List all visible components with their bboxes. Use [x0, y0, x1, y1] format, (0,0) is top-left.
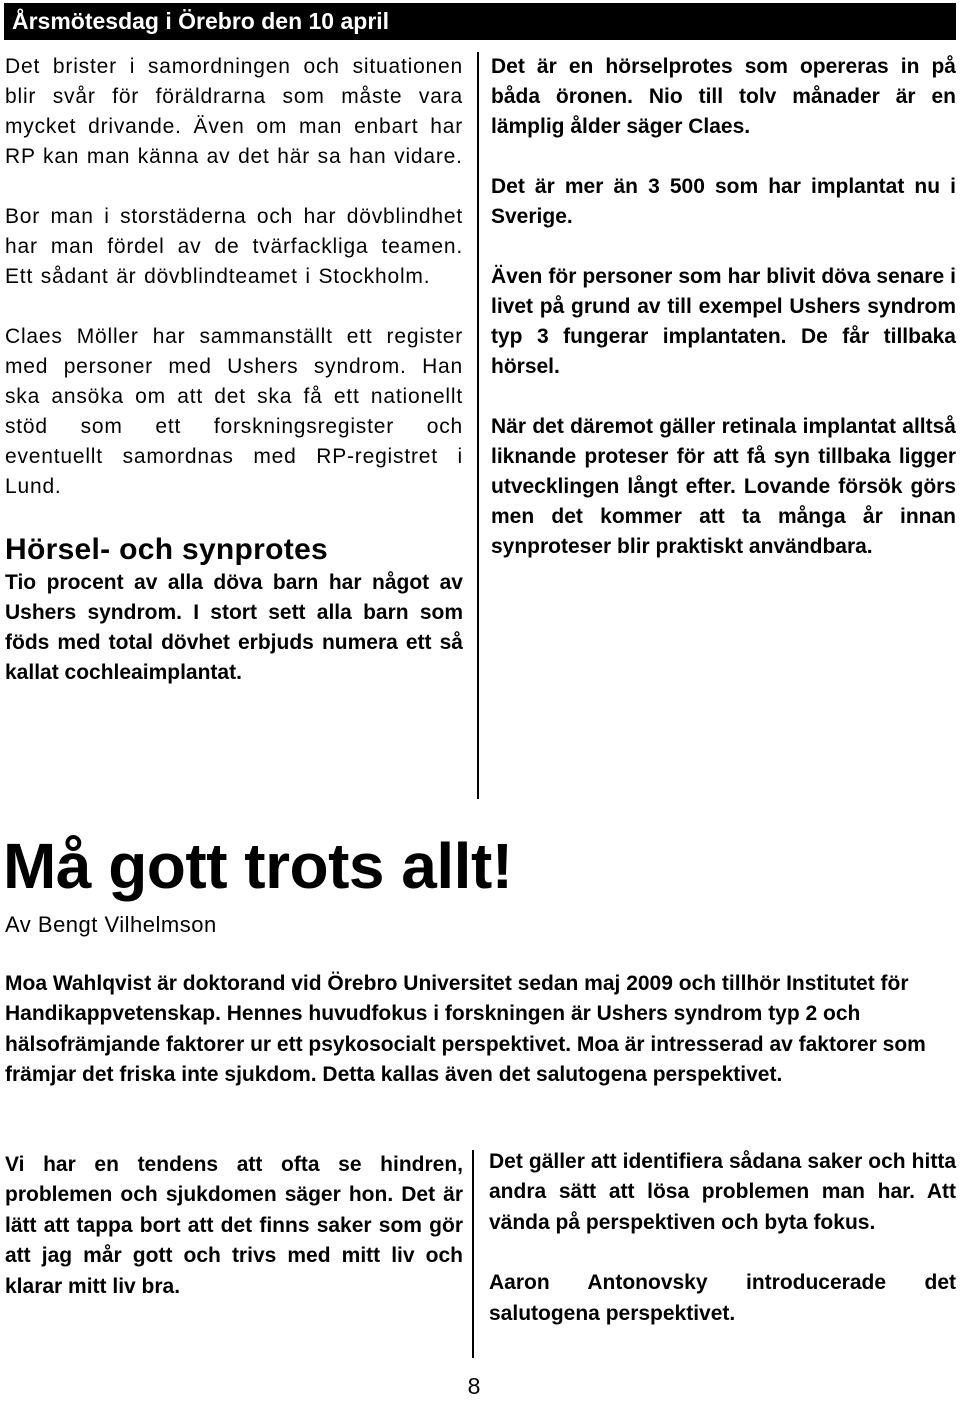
paragraph-horselprotes: Det är en hörselprotes som opereras in på båda öronen. Nio till tolv månader är en lämplig ålder säger Claes.	[491, 55, 956, 138]
paragraph-samordning: Det brister i samordningen och situationen blir svår för föräldrarna som måste vara mycket drivande. Även om man enbart har RP kan man känna av det här sa han vidare.	[5, 55, 463, 168]
article-byline: Av Bengt Vilhelmson	[5, 912, 217, 937]
paragraph-antonovsky: Aaron Antonovsky introducerade det salutogena perspektivet.	[489, 1271, 956, 1325]
article-intro: Moa Wahlqvist är doktorand vid Örebro Universitet sedan maj 2009 och tillhör Institutet för Handikappvetenskap. Hennes huvudfokus i forskningen är Ushers syndrom typ 2 och hälsofrämjande faktorer ur ett psykosocialt perspektivet. Moa är intresserad av faktorer som främjar det friska inte sjukdom. Detta kallas även det salutogena perspektivet.	[5, 972, 926, 1087]
paragraph-usher-typ3: Även för personer som har blivit döva senare i livet på grund av till exempel Ushers syndrom typ 3 fungerar implantaten. De får tillbaka hörsel.	[491, 265, 956, 378]
section-heading-horsel-synprotes: Hörsel- och synprotes	[5, 533, 329, 566]
paragraph-register: Claes Möller har sammanställt ett register med personer med Ushers syndrom. Han ska ansöka om att det ska få ett nationellt stöd som ett forskningsregister och eventuellt samordnas med RP-registret i Lund.	[5, 325, 463, 498]
column-divider-lower	[472, 1150, 474, 1358]
article-title: Må gott trots allt!	[3, 830, 513, 902]
section-header-title: Årsmötesdag i Örebro den 10 april	[12, 8, 390, 34]
upper-left-column	[5, 52, 463, 688]
paragraph-tendens: Vi har en tendens att ofta se hindren, problemen och sjukdomen säger hon. Det är lätt att tappa bort att det finns saker som gör att jag mår gott och trivs med mitt liv och klarar mitt liv bra.	[5, 1153, 463, 1298]
upper-right-column	[491, 52, 956, 562]
lower-right-column	[489, 1147, 956, 1329]
paragraph-cochleaimplantat: Tio procent av alla döva barn har något av Ushers syndrom. I stort sett alla barn som föds med total dövhet erbjuds numera ett så kallat cochleaimplantat.	[5, 571, 463, 684]
paragraph-retinala-implantat: När det däremot gäller retinala implantat alltså liknande proteser för att få syn tillbaka ligger utvecklingen långt efter. Lovande försök görs men det kommer att ta många år innan synproteser blir praktiskt användbara.	[491, 415, 956, 558]
section-header-bar	[4, 3, 956, 40]
paragraph-identifiera: Det gäller att identifiera sådana saker och hitta andra sätt att lösa problemen man har. Att vända på perspektiven och byta fokus.	[489, 1150, 956, 1234]
column-divider-upper	[477, 52, 479, 799]
paragraph-implantat-sverige: Det är mer än 3 500 som har implantat nu i Sverige.	[491, 175, 956, 228]
page-number: 8	[467, 1373, 481, 1399]
lower-left-column	[5, 1150, 463, 1302]
paragraph-storstader: Bor man i storstäderna och har dövblindhet har man fördel av de tvärfackliga teamen. Ett sådant är dövblindteamet i Stockholm.	[5, 205, 463, 288]
